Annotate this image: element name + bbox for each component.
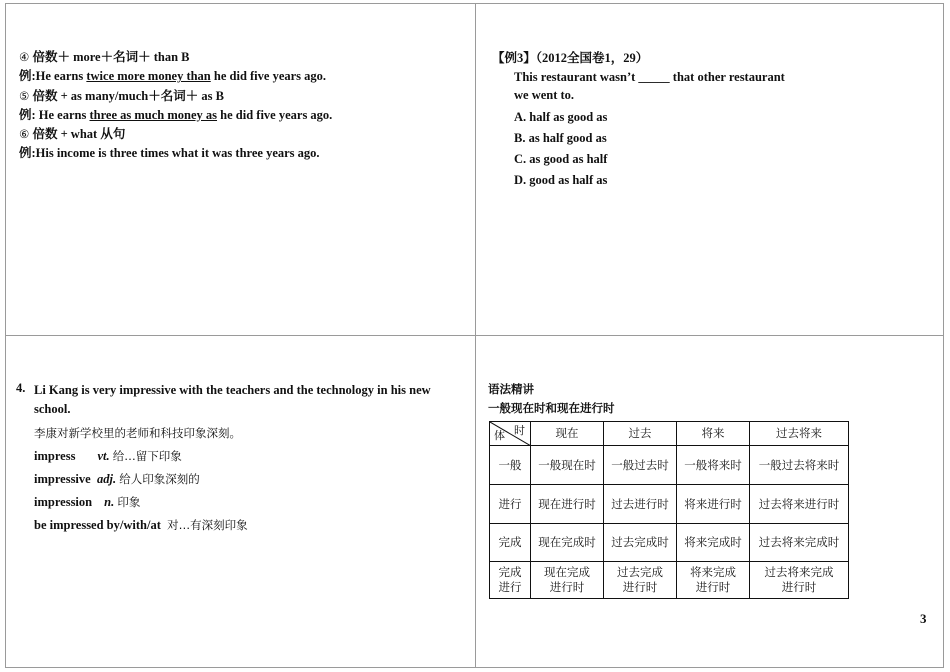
- grammar-panel: [488, 380, 615, 418]
- structure-4: ④ 倍数＋ more＋名词＋ than B: [19, 50, 190, 64]
- table-cell: 过去进行时: [604, 485, 677, 524]
- table-row: [490, 446, 849, 485]
- table-cell: 将来完成 进行时: [677, 562, 750, 599]
- column-header: 现在: [531, 422, 604, 446]
- phrase-entry: be impressed by/with/at 对…有深刻印象: [34, 518, 248, 532]
- option-a: A. half as good as: [514, 110, 608, 124]
- circled-number: ⑥: [19, 127, 30, 142]
- table-corner: 时 体: [490, 422, 531, 446]
- question-stem: This restaurant wasn’t _____ that other restaurant we went to.: [514, 70, 785, 102]
- word-entry: impressive adj. 给人印象深刻的: [34, 472, 200, 486]
- example-sentence: Li Kang is very impressive with the teachers and the technology in his new school.: [34, 383, 431, 416]
- circled-number: ④: [19, 50, 30, 64]
- table-cell: 过去将来完成时: [750, 524, 849, 562]
- table-cell: 将来进行时: [677, 485, 750, 524]
- row-header: 进行: [490, 485, 531, 524]
- row-header: 一般: [490, 446, 531, 485]
- section-subtitle: 一般现在时和现在进行时: [488, 401, 615, 415]
- example-header: 【例3】（2012全国卷1，29）: [492, 51, 649, 65]
- table-cell: 过去完成 进行时: [604, 562, 677, 599]
- structure-5: ⑤ 倍数 + as many/much＋名词＋ as B: [19, 88, 224, 103]
- column-header: 过去将来: [750, 422, 849, 446]
- horizontal-divider: [5, 335, 944, 336]
- row-header: 完成: [490, 524, 531, 562]
- word-entry: impress vt. 给…留下印象: [34, 449, 182, 463]
- table-cell: 过去完成时: [604, 524, 677, 562]
- table-cell: 一般过去将来时: [750, 446, 849, 485]
- table-row: [490, 524, 849, 562]
- option-d: D. good as half as: [514, 173, 608, 187]
- row-header: 完成 进行: [490, 562, 531, 599]
- table-cell: 一般将来时: [677, 446, 750, 485]
- tense-table: [489, 421, 849, 599]
- structure-6: ⑥ 倍数 + what 从句: [19, 127, 126, 142]
- column-header: 将来: [677, 422, 750, 446]
- options-list: [492, 107, 932, 191]
- example-4: 例:He earns twice more money than he did five years ago.: [19, 69, 327, 84]
- example-3-panel: [492, 48, 932, 191]
- table-cell: 一般现在时: [531, 446, 604, 485]
- table-row: [490, 562, 849, 599]
- table-cell: 现在完成时: [531, 524, 604, 562]
- column-header: 过去: [604, 422, 677, 446]
- example-6: 例:His income is three times what it was three years ago.: [19, 146, 320, 161]
- table-cell: 将来完成时: [677, 524, 750, 562]
- option-c: C. as good as half: [514, 152, 608, 166]
- chinese-translation: 李康对新学校里的老师和科技印象深刻。: [34, 426, 241, 440]
- vocabulary-body: [34, 381, 466, 537]
- example-5: 例: He earns three as much money as he did five years ago.: [19, 107, 333, 122]
- table-header-row: [490, 422, 849, 446]
- circled-number: ⑤: [19, 88, 30, 103]
- item-number: 4.: [16, 381, 26, 395]
- section-title: 语法精讲: [488, 382, 534, 396]
- table-cell: 现在进行时: [531, 485, 604, 524]
- page-number: 3: [920, 611, 927, 626]
- table-row: [490, 485, 849, 524]
- table-cell: 现在完成 进行时: [531, 562, 604, 599]
- table-cell: 过去将来完成 进行时: [750, 562, 849, 599]
- multiple-structures-panel: [19, 48, 459, 164]
- table-cell: 一般过去时: [604, 446, 677, 485]
- word-entry: impression n. 印象: [34, 495, 141, 509]
- option-b: B. as half good as: [514, 131, 607, 145]
- table-cell: 过去将来进行时: [750, 485, 849, 524]
